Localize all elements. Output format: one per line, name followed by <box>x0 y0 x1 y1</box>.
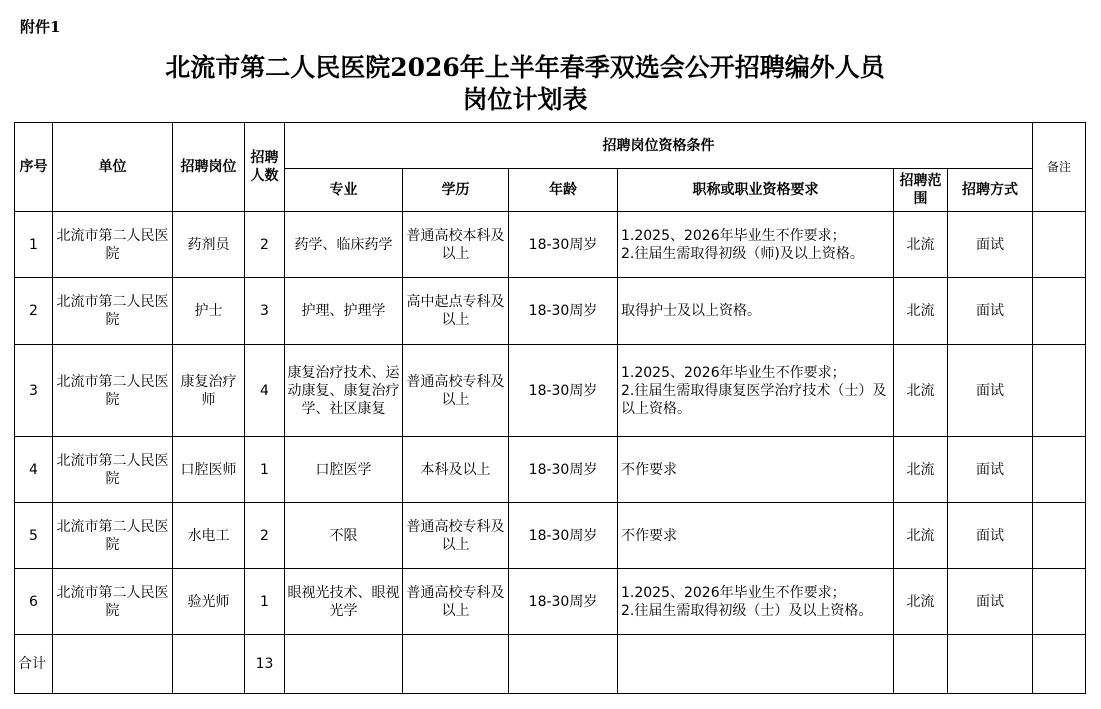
cell-method: 面试 <box>948 437 1033 503</box>
cell-remark <box>1033 278 1086 345</box>
cell-major: 药学、临床药学 <box>285 212 403 278</box>
cell-unit: 北流市第二人民医院 <box>53 437 173 503</box>
cell-method: 面试 <box>948 569 1033 635</box>
table-row <box>15 503 1086 569</box>
cell-post: 水电工 <box>173 503 245 569</box>
cell-method: 面试 <box>948 278 1033 345</box>
cell-unit: 北流市第二人民医院 <box>53 503 173 569</box>
cell-post: 口腔医师 <box>173 437 245 503</box>
cell-edu: 本科及以上 <box>403 437 509 503</box>
attachment-label: 附件1 <box>20 18 61 36</box>
cell-post: 康复治疗师 <box>173 345 245 437</box>
cell-count: 2 <box>245 503 285 569</box>
cell-major: 不限 <box>285 503 403 569</box>
cell-age: 18-30周岁 <box>509 278 618 345</box>
cell-remark <box>1033 345 1086 437</box>
cell-no: 3 <box>15 345 53 437</box>
cell <box>509 635 618 694</box>
cell-edu: 普通高校本科及以上 <box>403 212 509 278</box>
cell <box>285 635 403 694</box>
header-no: 序号 <box>15 123 53 212</box>
cell-major: 眼视光技术、眼视光学 <box>285 569 403 635</box>
cell-req: 不作要求 <box>618 503 894 569</box>
cell <box>1033 635 1086 694</box>
cell-req: 1.2025、2026年毕业生不作要求； 2.往届生需取得初级（师)及以上资格。 <box>618 212 894 278</box>
header-method: 招聘方式 <box>948 169 1033 212</box>
cell-scope: 北流 <box>894 437 948 503</box>
cell-unit: 北流市第二人民医院 <box>53 345 173 437</box>
cell-remark <box>1033 212 1086 278</box>
cell-method: 面试 <box>948 212 1033 278</box>
header-count: 招聘 人数 <box>245 123 285 212</box>
cell-age: 18-30周岁 <box>509 437 618 503</box>
cell-count: 4 <box>245 345 285 437</box>
cell-scope: 北流 <box>894 212 948 278</box>
cell-edu: 普通高校专科及以上 <box>403 345 509 437</box>
cell-age: 18-30周岁 <box>509 503 618 569</box>
cell-edu: 高中起点专科及以上 <box>403 278 509 345</box>
cell-age: 18-30周岁 <box>509 569 618 635</box>
cell-scope: 北流 <box>894 345 948 437</box>
header-qualifications: 招聘岗位资格条件 <box>285 123 1033 169</box>
header-age: 年龄 <box>509 169 618 212</box>
total-row <box>15 635 1086 694</box>
cell-remark <box>1033 503 1086 569</box>
header-remark: 备注 <box>1033 123 1086 212</box>
table-row <box>15 437 1086 503</box>
header-unit: 单位 <box>53 123 173 212</box>
cell <box>948 635 1033 694</box>
cell-count: 2 <box>245 212 285 278</box>
table-row <box>15 345 1086 437</box>
cell <box>618 635 894 694</box>
cell-count: 3 <box>245 278 285 345</box>
cell-scope: 北流 <box>894 503 948 569</box>
table-row <box>15 212 1086 278</box>
header-scope: 招聘范 围 <box>894 169 948 212</box>
cell-unit: 北流市第二人民医院 <box>53 278 173 345</box>
cell-count: 1 <box>245 569 285 635</box>
cell-req: 不作要求 <box>618 437 894 503</box>
cell-no: 6 <box>15 569 53 635</box>
page-subtitle: 岗位计划表 <box>462 85 588 114</box>
cell-post: 药剂员 <box>173 212 245 278</box>
cell-scope: 北流 <box>894 278 948 345</box>
cell-no: 1 <box>15 212 53 278</box>
cell-remark <box>1033 437 1086 503</box>
cell-no: 2 <box>15 278 53 345</box>
cell-post: 验光师 <box>173 569 245 635</box>
header-education: 学历 <box>403 169 509 212</box>
cell-edu: 普通高校专科及以上 <box>403 569 509 635</box>
table-row <box>15 569 1086 635</box>
cell <box>53 635 173 694</box>
total-label: 合计 <box>15 635 53 694</box>
cell-no: 4 <box>15 437 53 503</box>
cell <box>403 635 509 694</box>
cell-req: 1.2025、2026年毕业生不作要求； 2.往届生需取得初级（士）及以上资格。 <box>618 569 894 635</box>
cell-major: 护理、护理学 <box>285 278 403 345</box>
cell-count: 1 <box>245 437 285 503</box>
cell <box>173 635 245 694</box>
cell-remark <box>1033 569 1086 635</box>
cell-edu: 普通高校专科及以上 <box>403 503 509 569</box>
cell <box>894 635 948 694</box>
cell-method: 面试 <box>948 345 1033 437</box>
table-row <box>15 278 1086 345</box>
header-major: 专业 <box>285 169 403 212</box>
cell-req: 取得护士及以上资格。 <box>618 278 894 345</box>
page-title: 北流市第二人民医院2026年上半年春季双选会公开招聘编外人员 <box>165 53 885 82</box>
cell-age: 18-30周岁 <box>509 345 618 437</box>
cell-no: 5 <box>15 503 53 569</box>
cell-unit: 北流市第二人民医院 <box>53 569 173 635</box>
cell-post: 护士 <box>173 278 245 345</box>
cell-major: 口腔医学 <box>285 437 403 503</box>
cell-age: 18-30周岁 <box>509 212 618 278</box>
header-title-requirement: 职称或职业资格要求 <box>618 169 894 212</box>
cell-req: 1.2025、2026年毕业生不作要求； 2.往届生需取得康复医学治疗技术（士）及以上资格。 <box>618 345 894 437</box>
recruitment-table <box>14 122 1086 694</box>
cell-scope: 北流 <box>894 569 948 635</box>
cell-method: 面试 <box>948 503 1033 569</box>
header-post: 招聘岗位 <box>173 123 245 212</box>
total-count: 13 <box>245 635 285 694</box>
cell-major: 康复治疗技术、运动康复、康复治疗学、社区康复 <box>285 345 403 437</box>
cell-unit: 北流市第二人民医院 <box>53 212 173 278</box>
